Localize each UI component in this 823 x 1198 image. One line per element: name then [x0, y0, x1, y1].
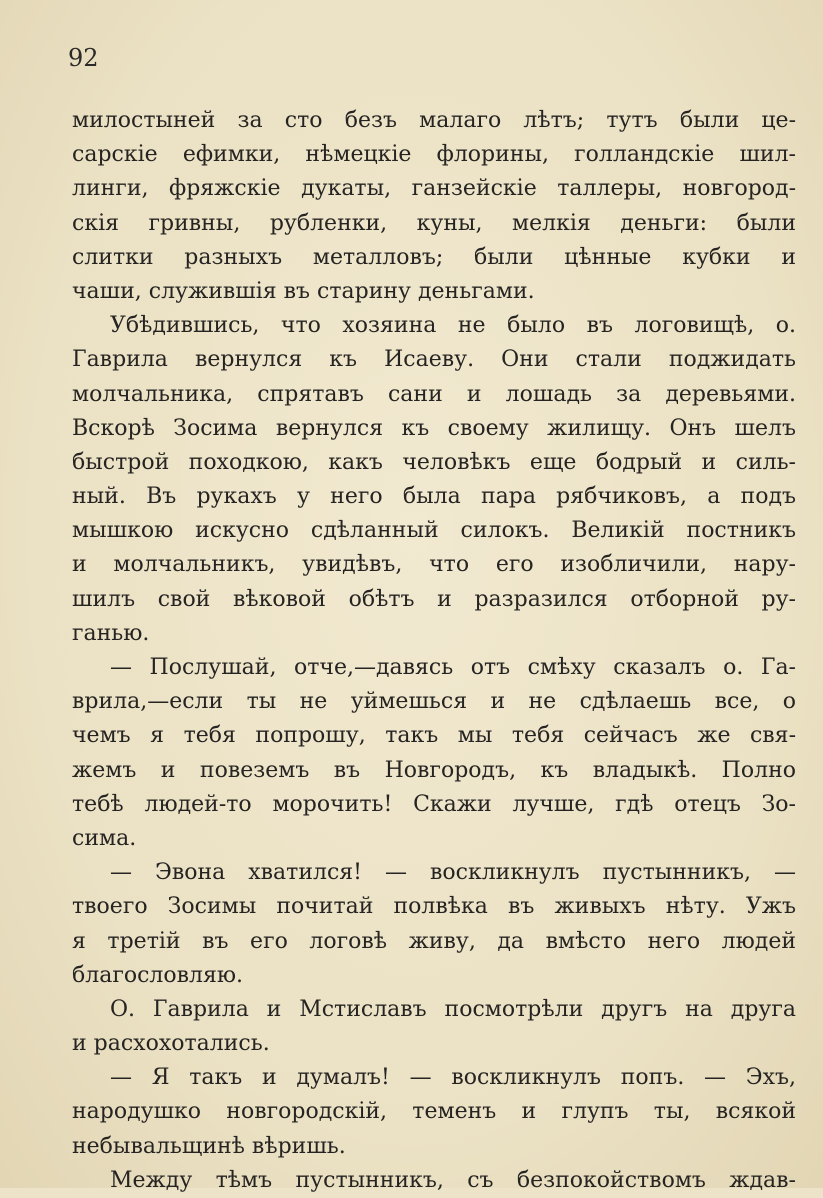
text-line: жемъ и повеземъ въ Новгородъ, къ владыкѣ. Полно	[72, 757, 796, 783]
text-line: молчальника, спрятавъ сани и лошадь за деревьями.	[72, 381, 796, 407]
text-line: мышкою искусно сдѣланный силокъ. Великій постникъ	[72, 518, 796, 544]
text-line: сима.	[72, 825, 137, 851]
text-line: Убѣдившись, что хозяина не было въ логовищѣ, о.	[110, 313, 796, 339]
text-line: Между тѣмъ пустынникъ, съ безпокойствомъ ждав-	[110, 1167, 796, 1193]
text-line: чаши, служившія въ старину деньгами.	[72, 278, 535, 304]
body-text	[72, 104, 796, 1198]
text-line: чемъ я тебя попрошу, такъ мы тебя сейчасъ же свя-	[72, 723, 796, 749]
text-line: — Послушай, отче,—давясь отъ смѣху сказалъ о. Га-	[110, 655, 796, 680]
text-line: О. Гаврила и Мстиславъ посмотрѣли другъ на друга	[110, 996, 796, 1022]
text-line: небывальщинѣ вѣришь.	[72, 1133, 346, 1159]
text-line: ный. Въ рукахъ у него была пара рябчиковъ, а подъ	[72, 484, 796, 510]
page-number: 92	[68, 44, 99, 72]
text-line: твоего Зосимы почитай полвѣка въ живыхъ нѣту. Ужъ	[72, 894, 796, 920]
text-line: и расхохотались.	[72, 1031, 270, 1057]
text-line: народушко новгородскій, теменъ и глупъ ты, всякой	[72, 1099, 796, 1125]
text-line: и молчальникъ, увидѣвъ, что его изобличили, нару-	[72, 552, 796, 578]
text-line: сарскіе ефимки, нѣмецкіе флорины, голландскіе шил-	[72, 142, 796, 168]
text-line: шилъ свой вѣковой обѣтъ и разразился отборной ру-	[72, 586, 796, 612]
text-line: милостыней за сто безъ малаго лѣтъ; тутъ были це-	[72, 108, 796, 133]
text-line: — Эвона хватился! — воскликнулъ пустынникъ, —	[110, 860, 796, 886]
text-line: тебѣ людей-то морочить! Скажи лучше, гдѣ отецъ Зо-	[72, 791, 796, 817]
text-line: ганью.	[72, 620, 150, 646]
text-line: благословляю.	[72, 962, 244, 988]
text-line: я третій въ его логовѣ живу, да вмѣсто него людей	[72, 928, 796, 954]
text-line: слитки разныхъ металловъ; были цѣнные кубки и	[72, 244, 796, 270]
text-line: Гаврила вернулся къ Исаеву. Они стали поджидать	[72, 347, 796, 373]
text-line: скія гривны, рубленки, куны, мелкія деньги: были	[72, 210, 796, 236]
text-line: врила,—если ты не уймешься и не сдѣлаешь все, о	[72, 689, 796, 715]
text-line: линги, фряжскіе дукаты, ганзейскіе таллеры, новгород-	[72, 176, 796, 202]
text-line: быстрой походкою, какъ человѣкъ еще бодрый и силь-	[72, 449, 796, 475]
text-line: Вскорѣ Зосима вернулся къ своему жилищу. Онъ шелъ	[72, 415, 796, 441]
text-line: — Я такъ и думалъ! — воскликнулъ попъ. — Эхъ,	[110, 1065, 796, 1091]
